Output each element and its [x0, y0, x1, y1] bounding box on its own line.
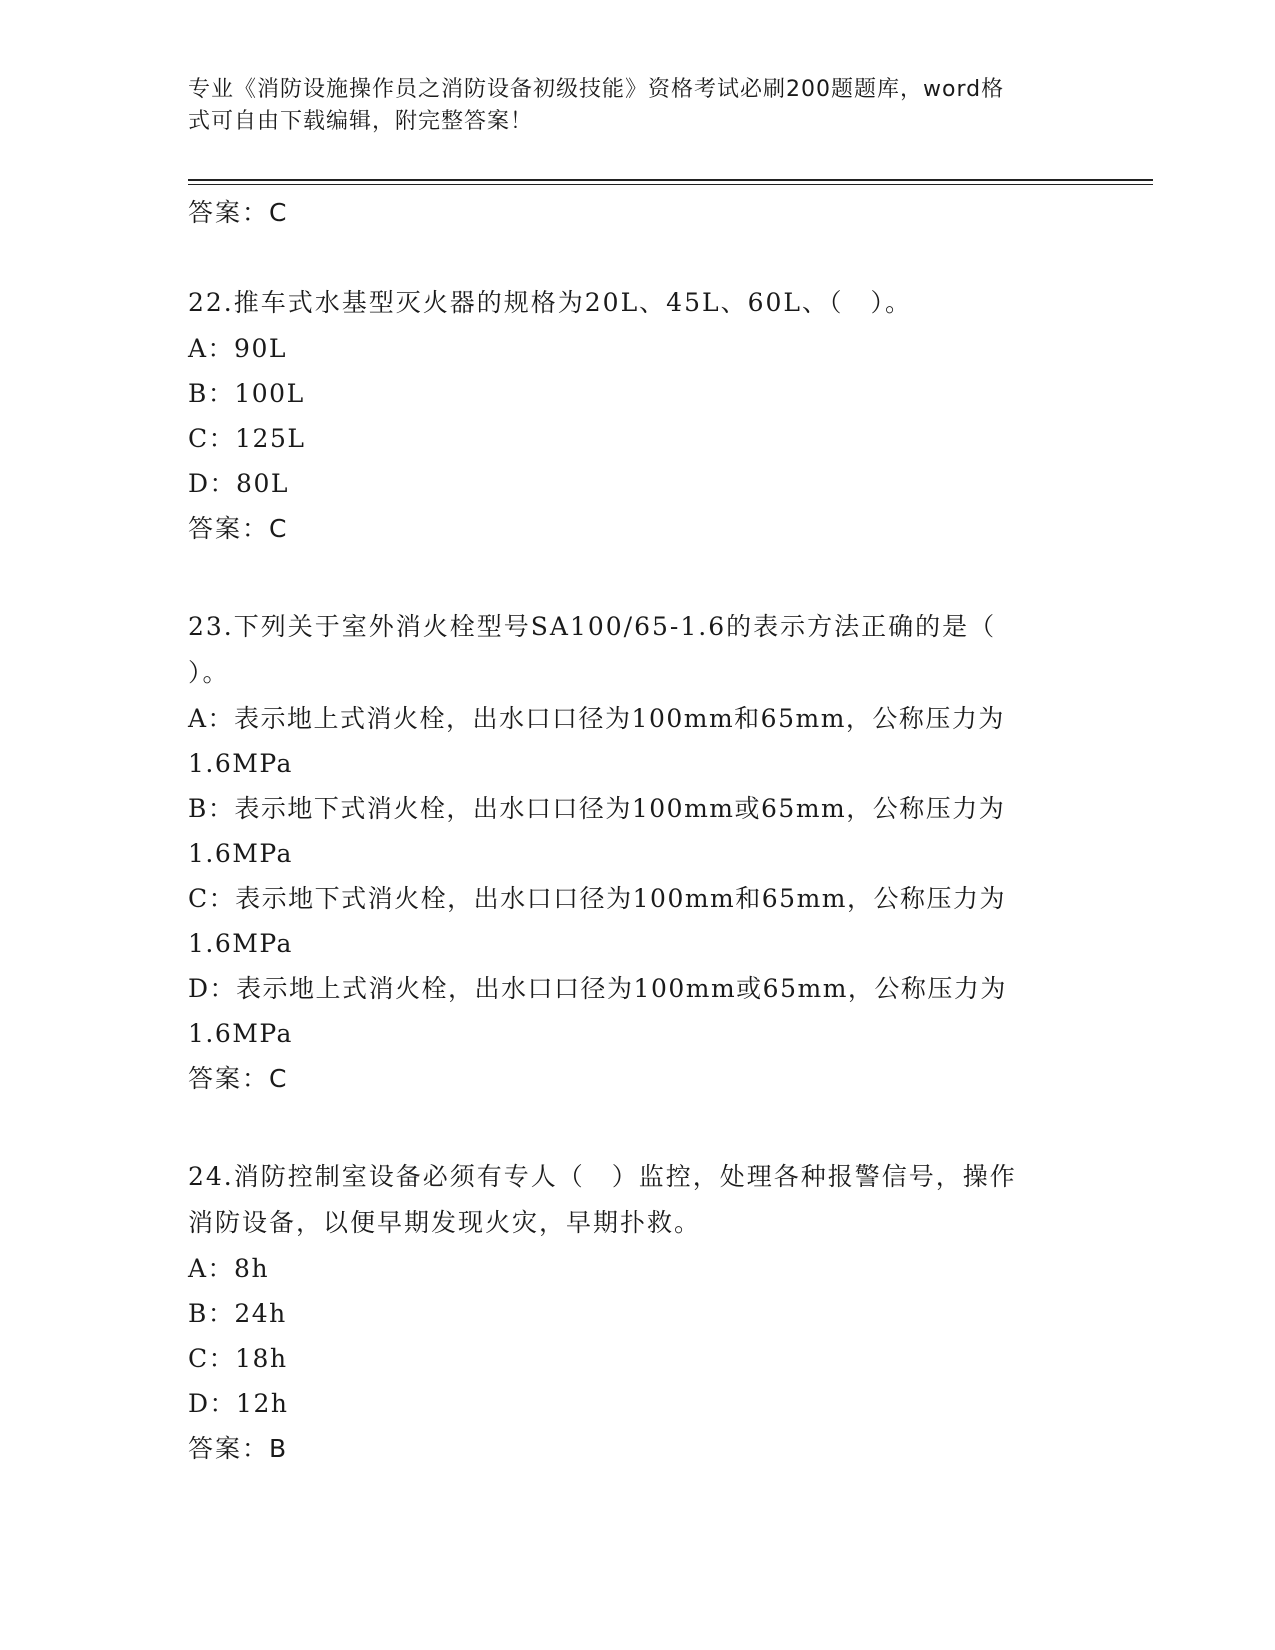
header-line: 专业《消防设施操作员之消防设备初级技能》资格考试必刷200题题库，word格 — [188, 77, 1005, 102]
option-d: D：12h — [188, 1389, 289, 1418]
option-d: D：表示地上式消火栓，出水口口径为100mm或65mm，公称压力为 — [188, 974, 1007, 1003]
header-divider — [188, 179, 1153, 181]
header-line: 式可自由下载编辑，附完整答案！ — [188, 109, 534, 134]
question-stem: 23.下列关于室外消火栓型号SA100/65-1.6的表示方法正确的是（ — [188, 612, 997, 641]
option-a: A：90L — [188, 334, 287, 363]
answer-line: 答案：C — [188, 514, 289, 543]
option-a-continued: 1.6MPa — [188, 749, 293, 778]
option-c: C：表示地下式消火栓，出水口口径为100mm和65mm，公称压力为 — [188, 884, 1006, 913]
question-stem-continued: 消防设备，以便早期发现火灾，早期扑救。 — [188, 1208, 702, 1237]
answer-line: 答案：B — [188, 1434, 289, 1463]
option-b: B：24h — [188, 1299, 287, 1328]
question-stem: 24.消防控制室设备必须有专人（ ）监控，处理各种报警信号，操作 — [188, 1162, 1017, 1191]
header-divider-thin — [188, 184, 1153, 185]
question-block — [188, 1154, 1088, 1472]
question-list — [188, 190, 1088, 1472]
answer-line: 答案：C — [188, 1064, 289, 1093]
option-d-continued: 1.6MPa — [188, 1019, 293, 1048]
option-b: B：表示地下式消火栓，出水口口径为100mm或65mm，公称压力为 — [188, 794, 1006, 823]
option-a: A：表示地上式消火栓，出水口口径为100mm和65mm，公称压力为 — [188, 704, 1005, 733]
question-stem-continued: ）。 — [188, 658, 230, 687]
answer-line: 答案：C — [188, 198, 289, 227]
option-c: C：125L — [188, 424, 306, 453]
question-stem: 22.推车式水基型灭火器的规格为20L、45L、60L、（ ）。 — [188, 288, 912, 317]
option-a: A：8h — [188, 1254, 270, 1283]
question-block — [188, 280, 1088, 552]
question-block — [188, 604, 1088, 1102]
document-header — [188, 74, 1068, 138]
option-c-continued: 1.6MPa — [188, 929, 293, 958]
option-b: B：100L — [188, 379, 305, 408]
option-b-continued: 1.6MPa — [188, 839, 293, 868]
option-d: D：80L — [188, 469, 289, 498]
option-c: C：18h — [188, 1344, 288, 1373]
